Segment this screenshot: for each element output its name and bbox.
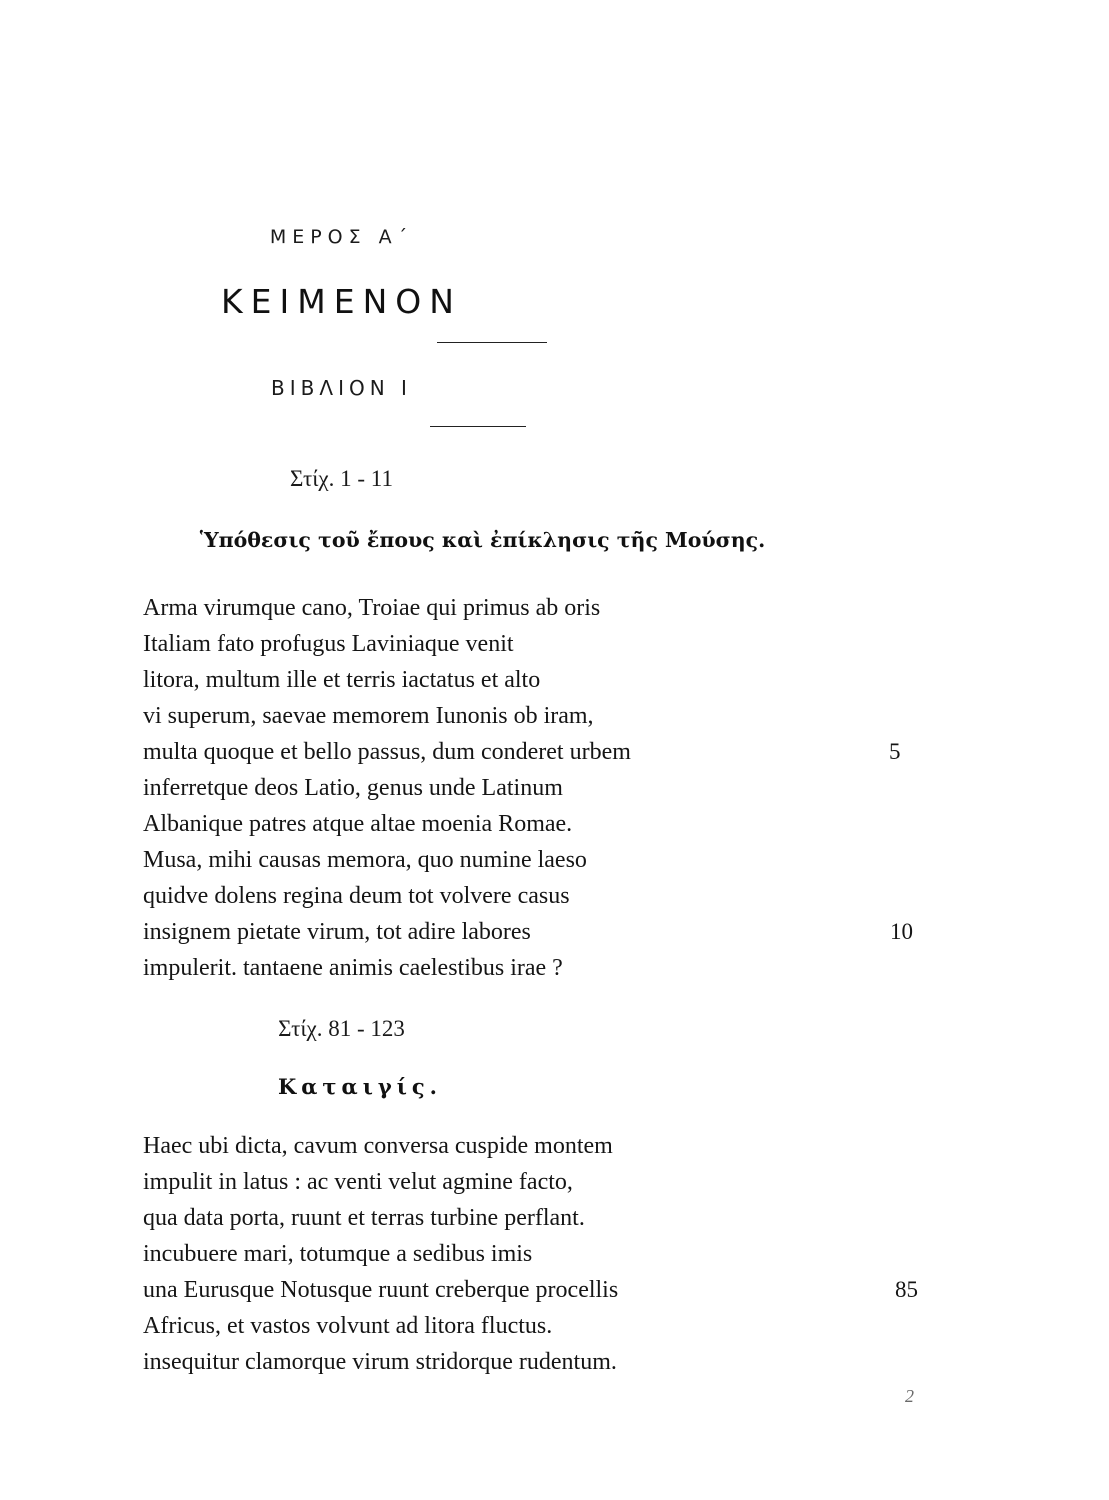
verse-line bbox=[143, 878, 923, 914]
page-number: 2 bbox=[905, 1386, 914, 1406]
verse-line bbox=[143, 590, 923, 626]
verse-text: Arma virumque cano, Troiae qui primus ab oris bbox=[143, 595, 601, 621]
verse-line bbox=[143, 770, 923, 806]
lines-reference: Στίχ. 81 - 123 bbox=[278, 1016, 405, 1041]
part-heading: ΜΕΡΟΣ Α΄ bbox=[269, 226, 414, 248]
verse-text: incubuere mari, totumque a sedibus imis bbox=[143, 1241, 533, 1267]
verse-text: qua data porta, ruunt et terras turbine perflant. bbox=[143, 1205, 585, 1231]
verse-line bbox=[143, 662, 923, 698]
verse-line bbox=[143, 1200, 923, 1236]
verse-line bbox=[143, 1236, 923, 1272]
line-number: 10 bbox=[890, 919, 913, 944]
verse-text: Italiam fato profugus Laviniaque venit bbox=[143, 631, 514, 657]
verse-text: Albanique patres atque altae moenia Romae. bbox=[143, 811, 573, 837]
verse-text: impulerit. tantaene animis caelestibus irae ? bbox=[143, 955, 563, 981]
verse-text: Musa, mihi causas memora, quo numine laeso bbox=[143, 847, 587, 873]
verse-text: quidve dolens regina deum tot volvere casus bbox=[143, 883, 570, 909]
verse-line bbox=[143, 806, 923, 842]
verse-text: impulit in latus : ac venti velut agmine facto, bbox=[143, 1169, 573, 1195]
verse-line bbox=[143, 914, 923, 950]
verse-line bbox=[143, 626, 923, 662]
verse-text: insignem pietate virum, tot adire labores bbox=[143, 919, 531, 945]
divider-rule bbox=[437, 342, 547, 343]
verse-line bbox=[143, 1344, 923, 1380]
divider-rule bbox=[430, 426, 526, 427]
verse-line bbox=[143, 842, 923, 878]
verse-text: litora, multum ille et terris iactatus et alto bbox=[143, 667, 541, 693]
verse-line bbox=[143, 734, 923, 770]
verse-line bbox=[143, 1272, 923, 1308]
line-number: 85 bbox=[895, 1277, 918, 1302]
verse-block bbox=[143, 590, 923, 986]
verse-text: vi superum, saevae memorem Iunonis ob iram, bbox=[143, 703, 594, 729]
verse-line bbox=[143, 1164, 923, 1200]
book-heading: ΒΙΒΛΙΟΝ Ι bbox=[271, 376, 412, 400]
lines-reference: Στίχ. 1 - 11 bbox=[290, 466, 393, 491]
verse-text: una Eurusque Notusque ruunt creberque procellis bbox=[143, 1277, 619, 1303]
verse-text: Haec ubi dicta, cavum conversa cuspide montem bbox=[143, 1133, 613, 1159]
verse-text: Africus, et vastos volvunt ad litora fluctus. bbox=[143, 1313, 553, 1339]
verse-block bbox=[143, 1128, 923, 1380]
verse-text: multa quoque et bello passus, dum conderet urbem bbox=[143, 739, 631, 765]
verse-line bbox=[143, 1128, 923, 1164]
section-subtitle: Ὑπόθεσις τοῦ ἔπους καὶ ἐπίκλησις τῆς Μούσης. bbox=[199, 528, 766, 552]
section-subtitle: Καταιγίς. bbox=[278, 1074, 442, 1099]
page-title: ΚΕΙΜΕΝΟΝ bbox=[221, 282, 462, 321]
verse-text: insequitur clamorque virum stridorque rudentum. bbox=[143, 1349, 617, 1375]
verse-text: inferretque deos Latio, genus unde Latinum bbox=[143, 775, 563, 801]
line-number: 5 bbox=[889, 739, 901, 764]
verse-line bbox=[143, 698, 923, 734]
verse-line bbox=[143, 1308, 923, 1344]
verse-line bbox=[143, 950, 923, 986]
